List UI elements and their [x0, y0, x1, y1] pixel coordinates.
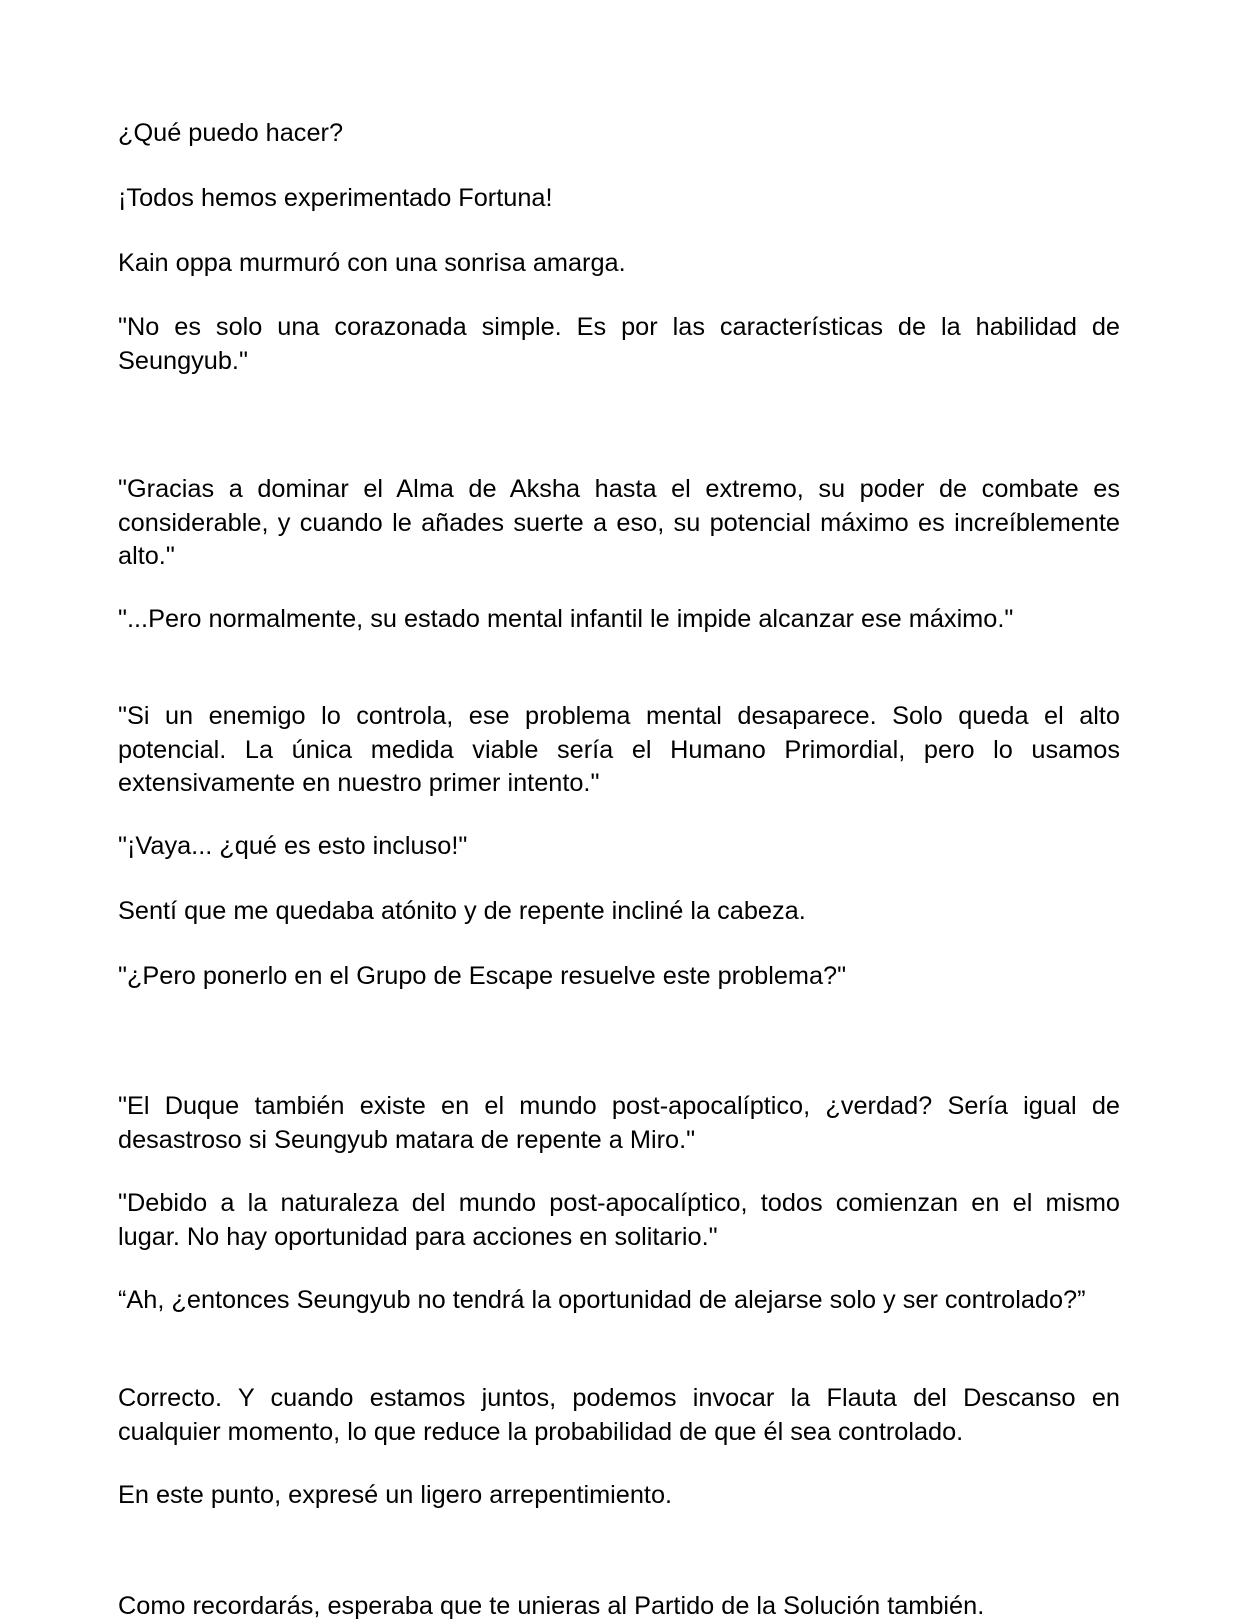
paragraph: Kain oppa murmuró con una sonrisa amarga. [118, 249, 626, 277]
paragraph: "...Pero normalmente, su estado mental infantil le impide alcanzar ese máximo." [118, 605, 1014, 633]
paragraph: "No es solo una corazonada simple. Es por las características de la habilidad de Seungyub." [118, 313, 1120, 375]
paragraph: "¿Pero ponerlo en el Grupo de Escape resuelve este problema?" [118, 962, 847, 990]
paragraph: "El Duque también existe en el mundo post-apocalíptico, ¿verdad? Sería igual de desastroso si Seungyub matara de repente a Miro." [118, 1092, 1120, 1154]
paragraph: Sentí que me quedaba atónito y de repente incliné la cabeza. [118, 897, 806, 925]
paragraph: ¿Qué puedo hacer? [118, 119, 344, 147]
paragraph: "Si un enemigo lo controla, ese problema mental desaparece. Solo queda el alto potencial. La única medida viable sería el Humano Primordial, pero lo usamos extensivamente en nuestro primer intento." [118, 702, 1120, 797]
paragraph: "¡Vaya... ¿qué es esto incluso!" [118, 832, 468, 860]
paragraph: Correcto. Y cuando estamos juntos, podemos invocar la Flauta del Descanso en cualquier momento, lo que reduce la probabilidad de que él sea controlado. [118, 1384, 1120, 1446]
paragraph: “Ah, ¿entonces Seungyub no tendrá la oportunidad de alejarse solo y ser controlado?” [118, 1286, 1086, 1314]
paragraph: Como recordarás, esperaba que te unieras al Partido de la Solución también. [118, 1592, 985, 1620]
paragraph: "Gracias a dominar el Alma de Aksha hasta el extremo, su poder de combate es considerable, y cuando le añades suerte a eso, su potencial máximo es increíblemente alto." [118, 475, 1120, 570]
paragraph: ¡Todos hemos experimentado Fortuna! [118, 184, 553, 212]
paragraph: "Debido a la naturaleza del mundo post-apocalíptico, todos comienzan en el mismo lugar. No hay oportunidad para acciones en solitario." [118, 1189, 1120, 1251]
paragraph: En este punto, expresé un ligero arrepentimiento. [118, 1481, 673, 1509]
